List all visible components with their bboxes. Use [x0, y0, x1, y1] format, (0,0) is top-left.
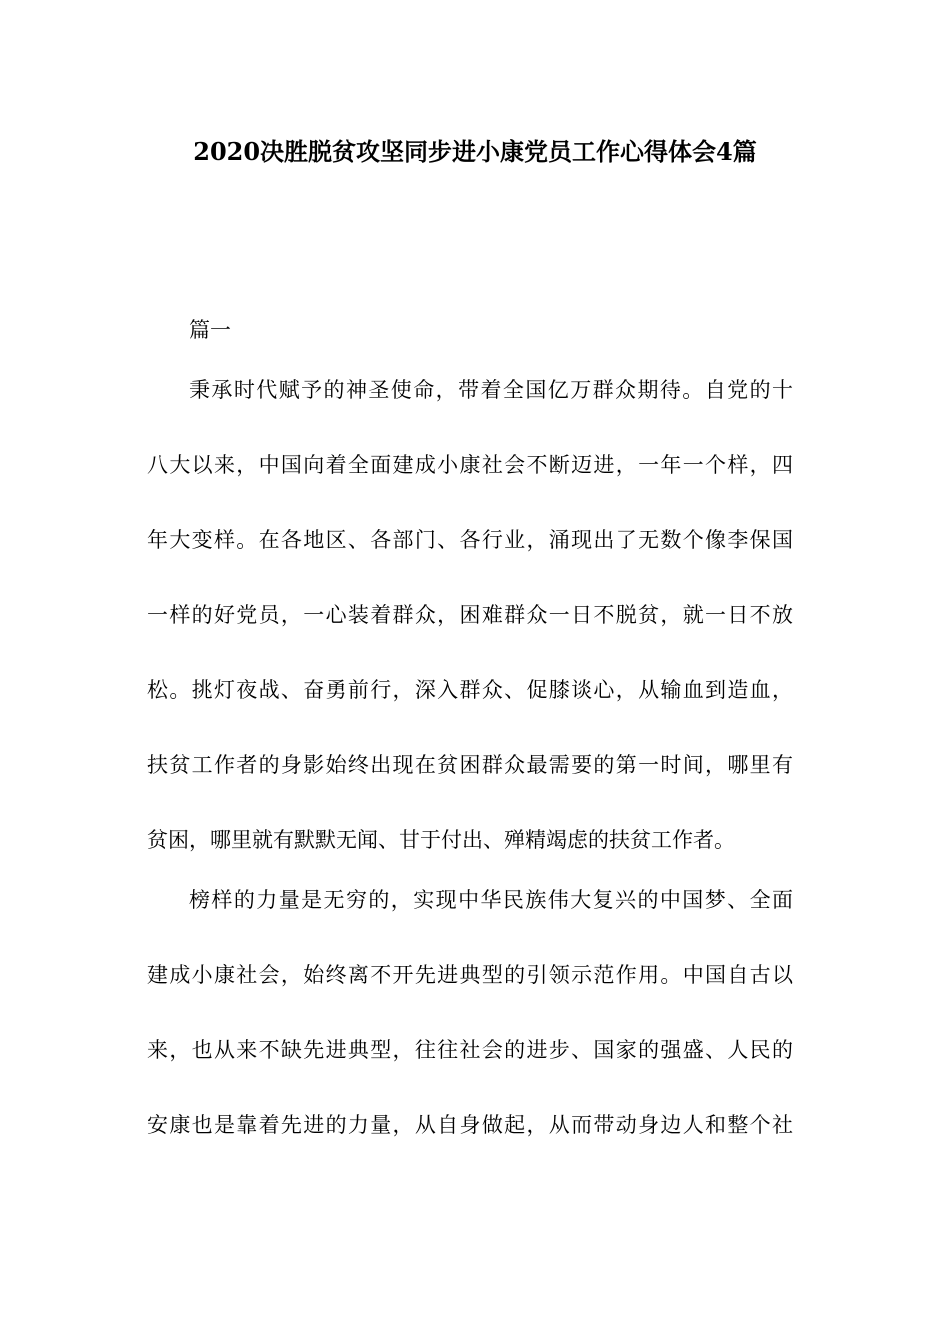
- paragraph-line: 一样的好党员，一心装着群众，困难群众一日不脱贫，就一日不放: [147, 603, 793, 627]
- paragraph-line: 扶贫工作者的身影始终出现在贫困群众最需要的第一时间，哪里有: [147, 753, 793, 777]
- paragraph-line: 安康也是靠着先进的力量，从自身做起，从而带动身边人和整个社: [147, 1113, 793, 1137]
- paragraph-line: 八大以来，中国向着全面建成小康社会不断迈进，一年一个样，四: [147, 453, 793, 477]
- paragraph-line: 榜样的力量是无穷的，实现中华民族伟大复兴的中国梦、全面: [189, 888, 793, 912]
- paragraph-line: 松。挑灯夜战、奋勇前行，深入群众、促膝谈心，从输血到造血，: [147, 678, 793, 702]
- paragraph-line: 来，也从来不缺先进典型，往往社会的进步、国家的强盛、人民的: [147, 1038, 793, 1062]
- paragraph-line: 贫困，哪里就有默默无闻、甘于付出、殚精竭虑的扶贫工作者。: [147, 828, 735, 852]
- paragraph-line: 建成小康社会，始终离不开先进典型的引领示范作用。中国自古以: [147, 963, 793, 987]
- paragraph-line: 年大变样。在各地区、各部门、各行业，涌现出了无数个像李保国: [147, 528, 793, 552]
- section-heading: 篇一: [189, 318, 231, 342]
- document-title: 2020决胜脱贫攻坚同步进小康党员工作心得体会4篇: [193, 137, 757, 166]
- paragraph-line: 秉承时代赋予的神圣使命，带着全国亿万群众期待。自党的十: [189, 378, 793, 402]
